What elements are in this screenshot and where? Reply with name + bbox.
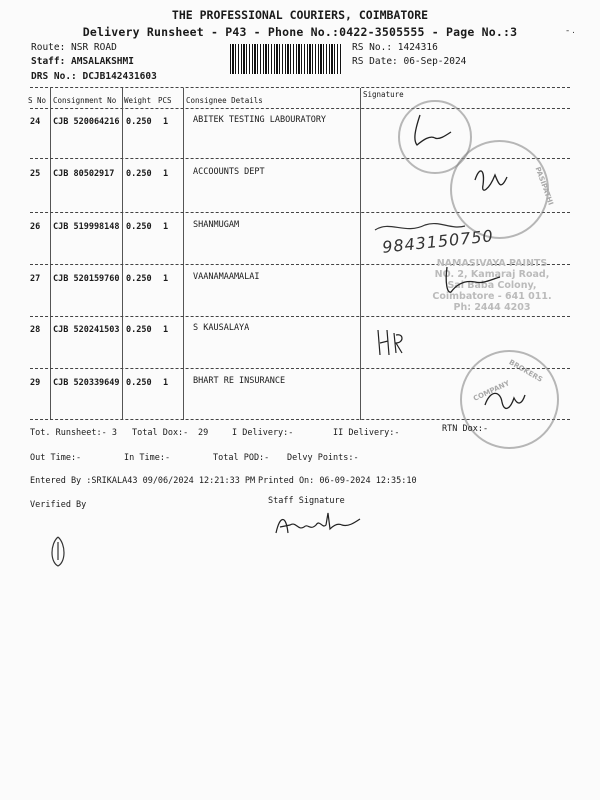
signature-row-28: [372, 325, 412, 360]
signature-row-27: [435, 262, 510, 302]
row-pcs: 1: [163, 274, 169, 284]
rs-number: RS No.: 1424316: [352, 42, 438, 53]
row-divider: [30, 316, 570, 317]
row-pcs: 1: [163, 169, 169, 179]
row-pcs: 1: [163, 222, 169, 232]
total-pod: Total POD:-: [213, 453, 270, 463]
row-sno: 25: [30, 169, 41, 179]
handwritten-mark: [46, 532, 71, 572]
row-consignee: SHANMUGAM: [193, 220, 240, 230]
route-label: Route: NSR ROAD: [31, 42, 117, 53]
rs-date: RS Date: 06-Sep-2024: [352, 56, 467, 67]
row-weight: 0.250: [126, 117, 152, 127]
row-sno: 26: [30, 222, 41, 232]
total-dox-value: 29: [198, 428, 209, 438]
row-consignee: BHART RE INSURANCE: [193, 376, 286, 386]
row-consignment: CJB 519998148: [53, 222, 120, 232]
shop-stamp-line: Sai Baba Colony,: [447, 280, 537, 291]
printed-on: Printed On: 06-09-2024 12:35:10: [258, 476, 417, 486]
shop-stamp-line: NAMASIVAYA PAINTS: [436, 258, 548, 269]
delvy-points: Delvy Points:-: [287, 453, 359, 463]
drs-number: DRS No.: DCJB142431603: [31, 71, 157, 82]
row-weight: 0.250: [126, 325, 152, 335]
shop-stamp-line: NO. 2, Kamaraj Road,: [434, 269, 550, 280]
signature-row-24: [395, 100, 475, 160]
entered-by: Entered By :SRIKALA43 09/06/2024 12:21:33 PM: [30, 476, 256, 486]
stamp-text: PASIPATHI: [533, 165, 555, 207]
stamp-text: COMPANY: [472, 379, 511, 403]
rtn-dox: RTN Dox:-: [442, 424, 489, 434]
signature-row-29: [480, 380, 530, 420]
runsheet-subtitle: Delivery Runsheet - P43 - Phone No.:0422-3505555 - Page No.:3: [82, 25, 518, 39]
out-time: Out Time:-: [30, 453, 82, 463]
row-weight: 0.250: [126, 169, 152, 179]
col-divider: [360, 88, 361, 420]
row-weight: 0.250: [126, 378, 152, 388]
table-top-rule: [30, 87, 570, 88]
col-divider: [122, 88, 123, 420]
in-time: In Time:-: [124, 453, 171, 463]
row-pcs: 1: [163, 117, 169, 127]
total-dox-label: Total Dox:-: [132, 428, 189, 438]
col-divider: [183, 88, 184, 420]
staff-label: Staff: AMSALAKSHMI: [31, 56, 134, 67]
shop-stamp-line: Coimbatore - 641 011.: [432, 291, 552, 302]
row-sno: 28: [30, 325, 41, 335]
stamp-text: BROKERS: [507, 358, 544, 384]
corner-marks: - .: [566, 26, 575, 36]
row-consignee: ABITEK TESTING LABOURATORY: [193, 115, 327, 125]
row-consignment: CJB 520241503: [53, 325, 120, 335]
header-weight: Weight: [124, 96, 152, 105]
i-delivery: I Delivery:-: [232, 428, 294, 438]
row-consignment: CJB 520339649: [53, 378, 120, 388]
header-sno: S No: [28, 96, 47, 105]
handwritten-phone: 9843150750: [381, 226, 495, 257]
row-pcs: 1: [163, 378, 169, 388]
shop-stamp-line: Ph: 2444 4203: [453, 302, 531, 313]
col-divider: [50, 88, 51, 420]
row-consignee: ACCOOUNTS DEPT: [193, 167, 265, 177]
header-signature: Signature: [363, 90, 404, 99]
signature-row-25: [465, 155, 525, 205]
row-consignment: CJB 520064216: [53, 117, 120, 127]
staff-signature: [268, 505, 368, 545]
row-weight: 0.250: [126, 274, 152, 284]
row-consignee: VAANAMAAMALAI: [193, 272, 260, 282]
row-pcs: 1: [163, 325, 169, 335]
verified-by: Verified By: [30, 500, 87, 510]
total-runsheet: Tot. Runsheet:- 3: [30, 428, 117, 438]
staff-signature-label: Staff Signature: [268, 496, 345, 506]
header-pcs: PCS: [158, 96, 172, 105]
row-sno: 27: [30, 274, 41, 284]
company-title: THE PROFESSIONAL COURIERS, COIMBATORE: [171, 8, 429, 22]
row-consignee: S KAUSALAYA: [193, 323, 250, 333]
barcode: [230, 44, 342, 74]
row-weight: 0.250: [126, 222, 152, 232]
ii-delivery: II Delivery:-: [333, 428, 400, 438]
row-sno: 29: [30, 378, 41, 388]
table-header-rule: [30, 108, 570, 109]
row-sno: 24: [30, 117, 41, 127]
row-consignment: CJB 80502917: [53, 169, 115, 179]
row-consignment: CJB 520159760: [53, 274, 120, 284]
header-consignment: Consignment No: [53, 96, 117, 105]
header-consignee: Consignee Details: [186, 96, 263, 105]
